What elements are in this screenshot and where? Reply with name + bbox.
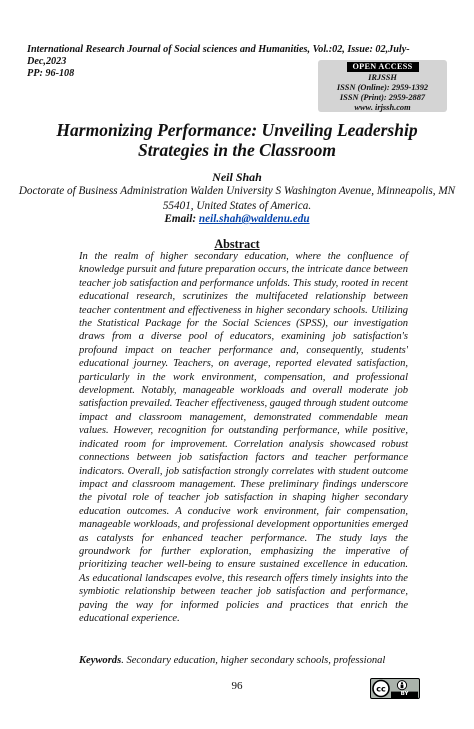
- issn-online: ISSN (Online): 2959-1392: [336, 83, 429, 92]
- svg-text:cc: cc: [376, 684, 386, 694]
- paper-title: Harmonizing Performance: Unveiling Leadership Strategies in the Classroom: [56, 120, 418, 160]
- keywords-line: [79, 654, 419, 667]
- journal-website: www. irjssh.com: [354, 103, 411, 112]
- license-label: BY: [400, 691, 409, 697]
- author-email-line: [0, 212, 474, 226]
- keywords-text: . Secondary education, higher secondary schools, professional: [121, 655, 386, 666]
- open-access-box: [318, 60, 447, 112]
- issn-print: ISSN (Print): 2959-2887: [339, 93, 426, 102]
- open-access-badge: OPEN ACCESS: [347, 62, 419, 72]
- keywords-label: Keywords: [79, 655, 122, 666]
- cc-by-license-badge[interactable]: [370, 678, 420, 699]
- email-link[interactable]: neil.shah@waldenu.edu: [198, 213, 310, 225]
- page-number: 96: [231, 680, 243, 692]
- abstract-heading: Abstract: [214, 237, 260, 251]
- journal-abbreviation: IRJSSH: [368, 73, 397, 82]
- author-affiliation: Doctorate of Business Administration Walden University S Washington Avenue, Minneapolis, MN 55401, United States of America.: [18, 185, 456, 212]
- journal-citation: International Research Journal of Social sciences and Humanities, Vol.:02, Issue: 02,July-Dec,2023: [27, 44, 410, 67]
- page-range: PP: 96-108: [27, 68, 75, 79]
- abstract-text: In the realm of higher secondary education, where the confluence of knowledge pursuit and future preparation occurs, the intricate dance between teacher job satisfaction and performance unfolds. This study, rooted in recent educational research, scrutinizes the multifaceted relationship between teacher contentment and effectiveness in higher secondary schools. Utilizing the Statistical Package for the Social Sciences (SPSS), our investigation draws from a diverse pool of educators, examining job satisfaction's profound impact on teacher performance and, consequently, students' educational journey. Teachers, on average, reported elevated satisfaction, particularly in the work environment, compensation, and professional development. Notably, manageable workloads and overall moderate job satisfaction prevailed. Teacher effectiveness, gauged through student outcome impact and classroom management, demonstrated commendable mean values. However, recognition for outstanding performance, while positive, indicated room for improvement. Correlation analysis showcased robust connections between job satisfaction factors and teacher performance indicators. Overall, job satisfaction strongly correlates with student outcome impact and classroom management. These preliminary findings underscore the pivotal role of teacher job satisfaction in shaping higher secondary education outcomes. A conducive work environment, fair compensation, manageable workloads, and professional development opportunities emerged as catalysts for enhanced teacher performance. The study lays the groundwork for further exploration, emphasizing the imperative of prioritizing teacher well-being to ensure sustained excellence in education. As educational landscapes evolve, this research offers timely insights into the symbiotic relationship between teacher job satisfaction and performance, paving the way for informed policies and practices that enrich the educational experience.: [79, 251, 408, 624]
- author-name: Neil Shah: [212, 170, 262, 184]
- email-label: Email:: [164, 213, 197, 225]
